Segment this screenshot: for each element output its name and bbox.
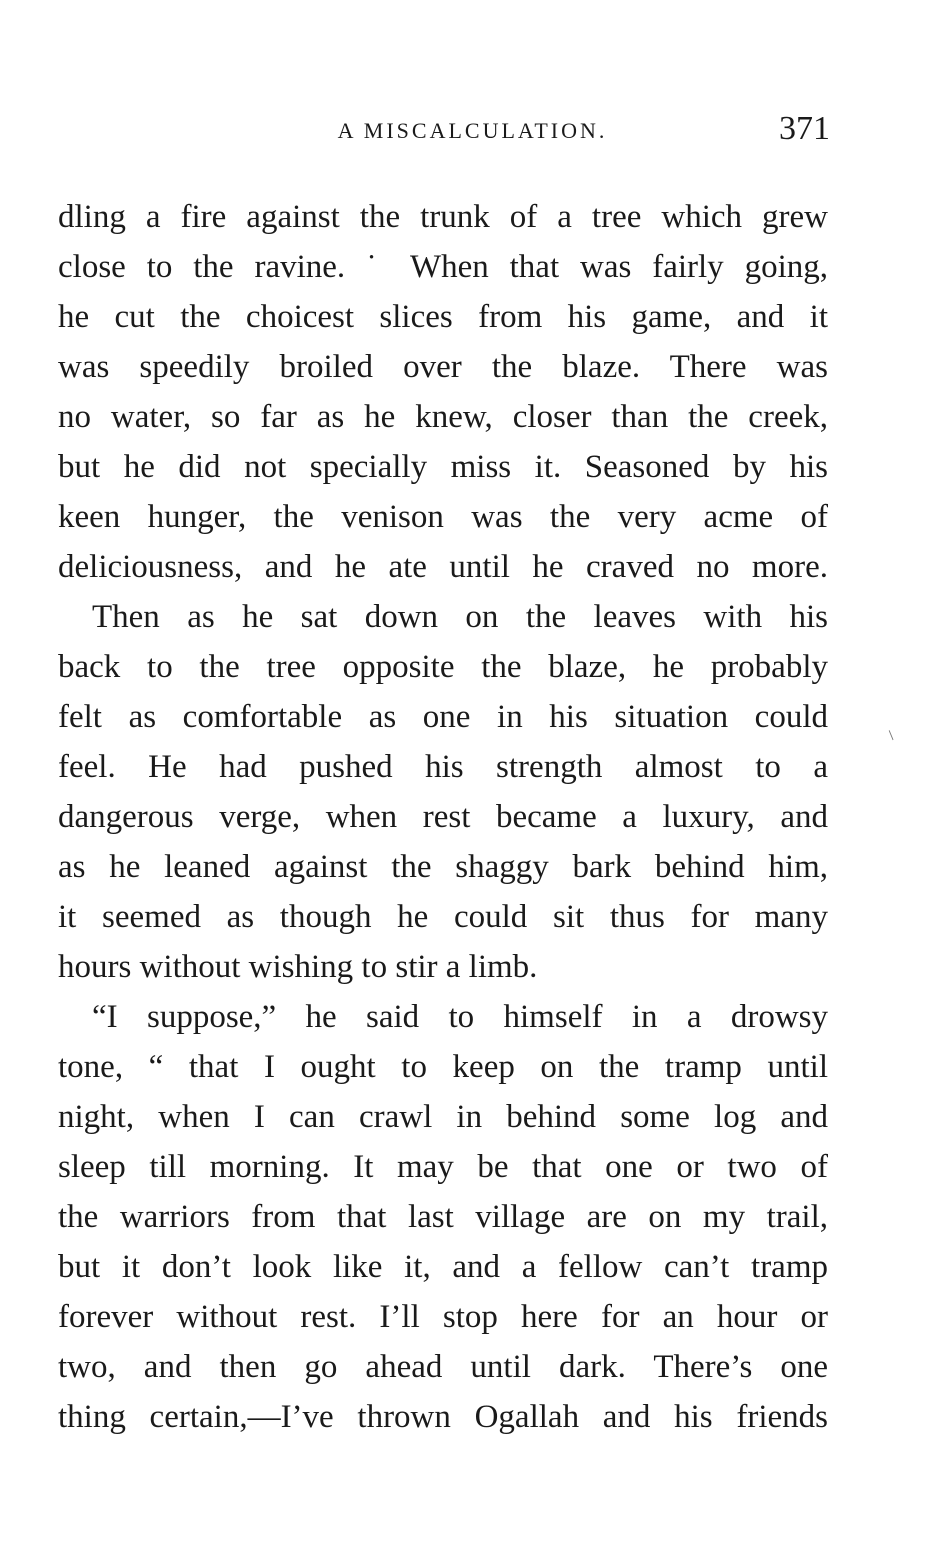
text-line: was speedily broiled over the blaze. There was (58, 349, 828, 385)
text-line: forever without rest. I’ll stop here for an hour or (58, 1299, 828, 1335)
running-head (0, 110, 945, 160)
text-line: thing certain,—I’ve thrown Ogallah and his friends (58, 1399, 828, 1435)
text-line: no water, so far as he knew, closer than the creek, (58, 399, 828, 435)
paragraph (58, 592, 828, 992)
page-number: 371 (779, 110, 830, 147)
text-line: “I suppose,” he said to himself in a drowsy (92, 999, 828, 1035)
text-line: the warriors from that last village are on my trail, (58, 1199, 828, 1235)
paragraph (58, 992, 828, 1442)
body-text (58, 192, 828, 1442)
text-line: close to the ravine. ˙ When that was fairly going, (58, 249, 828, 285)
text-line: felt as comfortable as one in his situation could (58, 699, 828, 735)
text-line: night, when I can crawl in behind some log and (58, 1099, 828, 1135)
text-line: sleep till morning. It may be that one or two of (58, 1149, 828, 1185)
text-line: Then as he sat down on the leaves with his (92, 599, 828, 635)
print-speck: / (884, 728, 898, 742)
text-line: it seemed as though he could sit thus for many (58, 899, 828, 935)
text-line: but he did not specially miss it. Seasoned by his (58, 449, 828, 485)
text-line: deliciousness, and he ate until he craved no more. (58, 549, 828, 585)
text-line: feel. He had pushed his strength almost to a (58, 749, 828, 785)
text-line: hours without wishing to stir a limb. (58, 949, 538, 985)
text-line: dling a fire against the trunk of a tree which grew (58, 199, 828, 235)
text-line: dangerous verge, when rest became a luxury, and (58, 799, 828, 835)
running-title: A MISCALCULATION. (337, 118, 608, 143)
text-line: tone, “ that I ought to keep on the tramp until (58, 1049, 828, 1085)
text-line: as he leaned against the shaggy bark behind him, (58, 849, 828, 885)
text-line: two, and then go ahead until dark. There’s one (58, 1349, 828, 1385)
text-line: back to the tree opposite the blaze, he probably (58, 649, 828, 685)
paragraph (58, 192, 828, 592)
text-line: he cut the choicest slices from his game, and it (58, 299, 828, 335)
text-line: keen hunger, the venison was the very acme of (58, 499, 828, 535)
text-line: but it don’t look like it, and a fellow can’t tramp (58, 1249, 828, 1285)
